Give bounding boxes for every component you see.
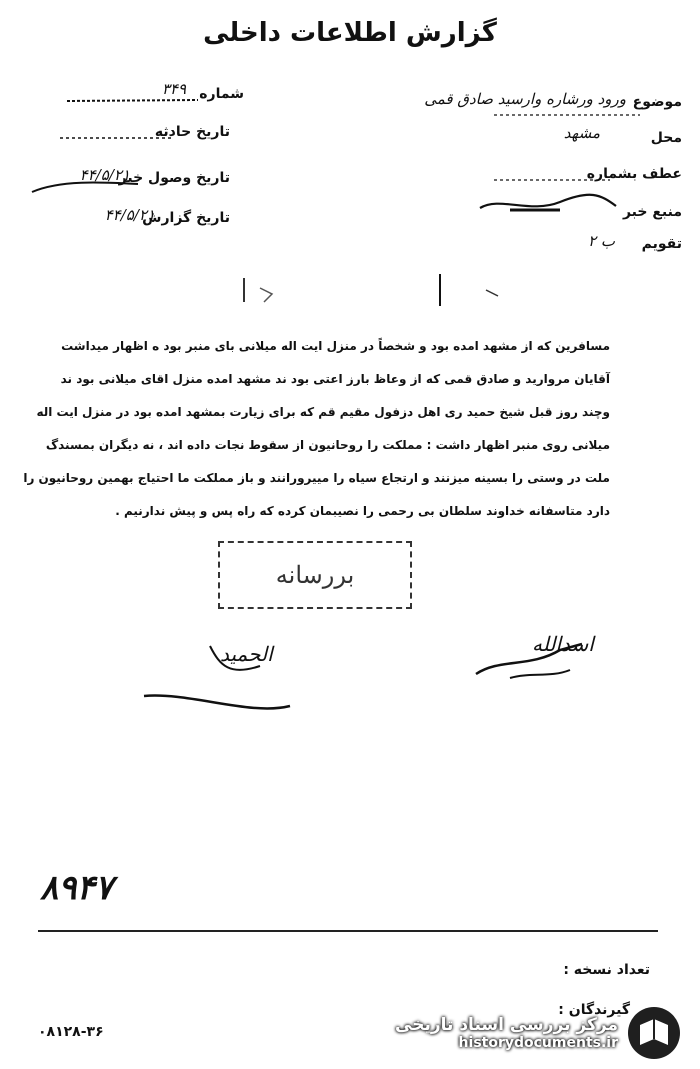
number-value: ۳۴۹ xyxy=(161,80,186,98)
body-line-5: ملت در وستی را بسینه میزنند و ارتجاع سیاه را مییرورانند و باز مملکت ما احتیاج بهمین روحانیون را xyxy=(23,471,610,485)
report-title: گزارش اطلاعات داخلی xyxy=(203,18,497,48)
subject-label: موضوع xyxy=(632,94,682,110)
recipients-label: گیرندگان : xyxy=(558,1002,630,1018)
body-line-4: میلانی روی منبر اظهار داشت : مملکت را روحانیون از سقوط نجات داده اند ، نه دیگران بمسندگ xyxy=(45,438,610,452)
location-label: محل xyxy=(650,130,682,146)
report-date-value: ۴۴/۵/۲۱ xyxy=(104,206,155,224)
stamp-text: بررسانه xyxy=(275,561,355,589)
document-number: ۸۹۴۷ xyxy=(40,868,114,908)
archive-logo-icon xyxy=(626,1005,682,1061)
copies-label: تعداد نسخه : xyxy=(563,962,650,978)
body-line-6: دارد متاسفانه خداوند سلطان بی رحمی را نصیبمان کرده که راه پس و پیش ندارنیم . xyxy=(115,504,610,518)
body-line-2: آقایان مروارید و صادق قمی که از وعاظ بارز اعتی بود ند مشهد امده منزل اقای میلانی بود ند xyxy=(60,372,610,386)
watermark-text xyxy=(395,1015,618,1051)
receipt-date-label: تاریخ وصول خبر xyxy=(118,170,230,186)
reference-line xyxy=(492,176,612,184)
location-value: مشهد xyxy=(563,124,600,142)
classification-stamp xyxy=(218,541,412,609)
footer-divider xyxy=(38,930,658,932)
signature-right-name: اسدالله xyxy=(532,632,594,656)
subject-value: ورود ورشاره وارسید صادق قمی xyxy=(424,90,626,108)
source-handwriting xyxy=(470,186,620,216)
watermark-title: مرکز بررسی اسناد تاریخی xyxy=(395,1015,618,1035)
number-label: شماره xyxy=(199,86,244,102)
footer-code: ۰۸۱۲۸-۳۶ xyxy=(38,1024,104,1040)
body-line-1: مسافرین که از مشهد امده بود و شخصاً در منزل ایت اله میلانی بای منبر بود ه اظهار میداشت xyxy=(61,339,610,353)
receipt-date-scribble xyxy=(30,178,140,194)
signature-left xyxy=(140,636,300,730)
receipt-date-value: ۴۴/۵/۲۱ xyxy=(79,166,130,184)
reference-label: عطف بشماره xyxy=(586,166,682,182)
watermark-url: historydocuments.ir xyxy=(458,1035,618,1051)
signature-right xyxy=(470,628,594,692)
report-date-label: تاریخ گزارش xyxy=(142,210,230,226)
source-label: منبع خبر xyxy=(622,204,682,220)
archive-watermark xyxy=(395,1004,682,1062)
subject-underline xyxy=(492,110,642,120)
faded-header-marks xyxy=(230,268,500,316)
incident-date-label: تاریخ حادثه xyxy=(154,124,230,140)
evaluation-label: تقویم xyxy=(641,236,682,252)
incident-date-line xyxy=(58,134,173,142)
signature-left-name: الحمید xyxy=(220,642,273,666)
report-body xyxy=(23,330,610,528)
number-underline xyxy=(65,96,200,106)
body-line-3: وچند روز قبل شیخ حمید ری اهل دزفول مقیم قم که برای زیارت بمشهد امده بود در منزل ایت اله xyxy=(36,405,610,419)
evaluation-value: ب ۲ xyxy=(588,232,615,250)
